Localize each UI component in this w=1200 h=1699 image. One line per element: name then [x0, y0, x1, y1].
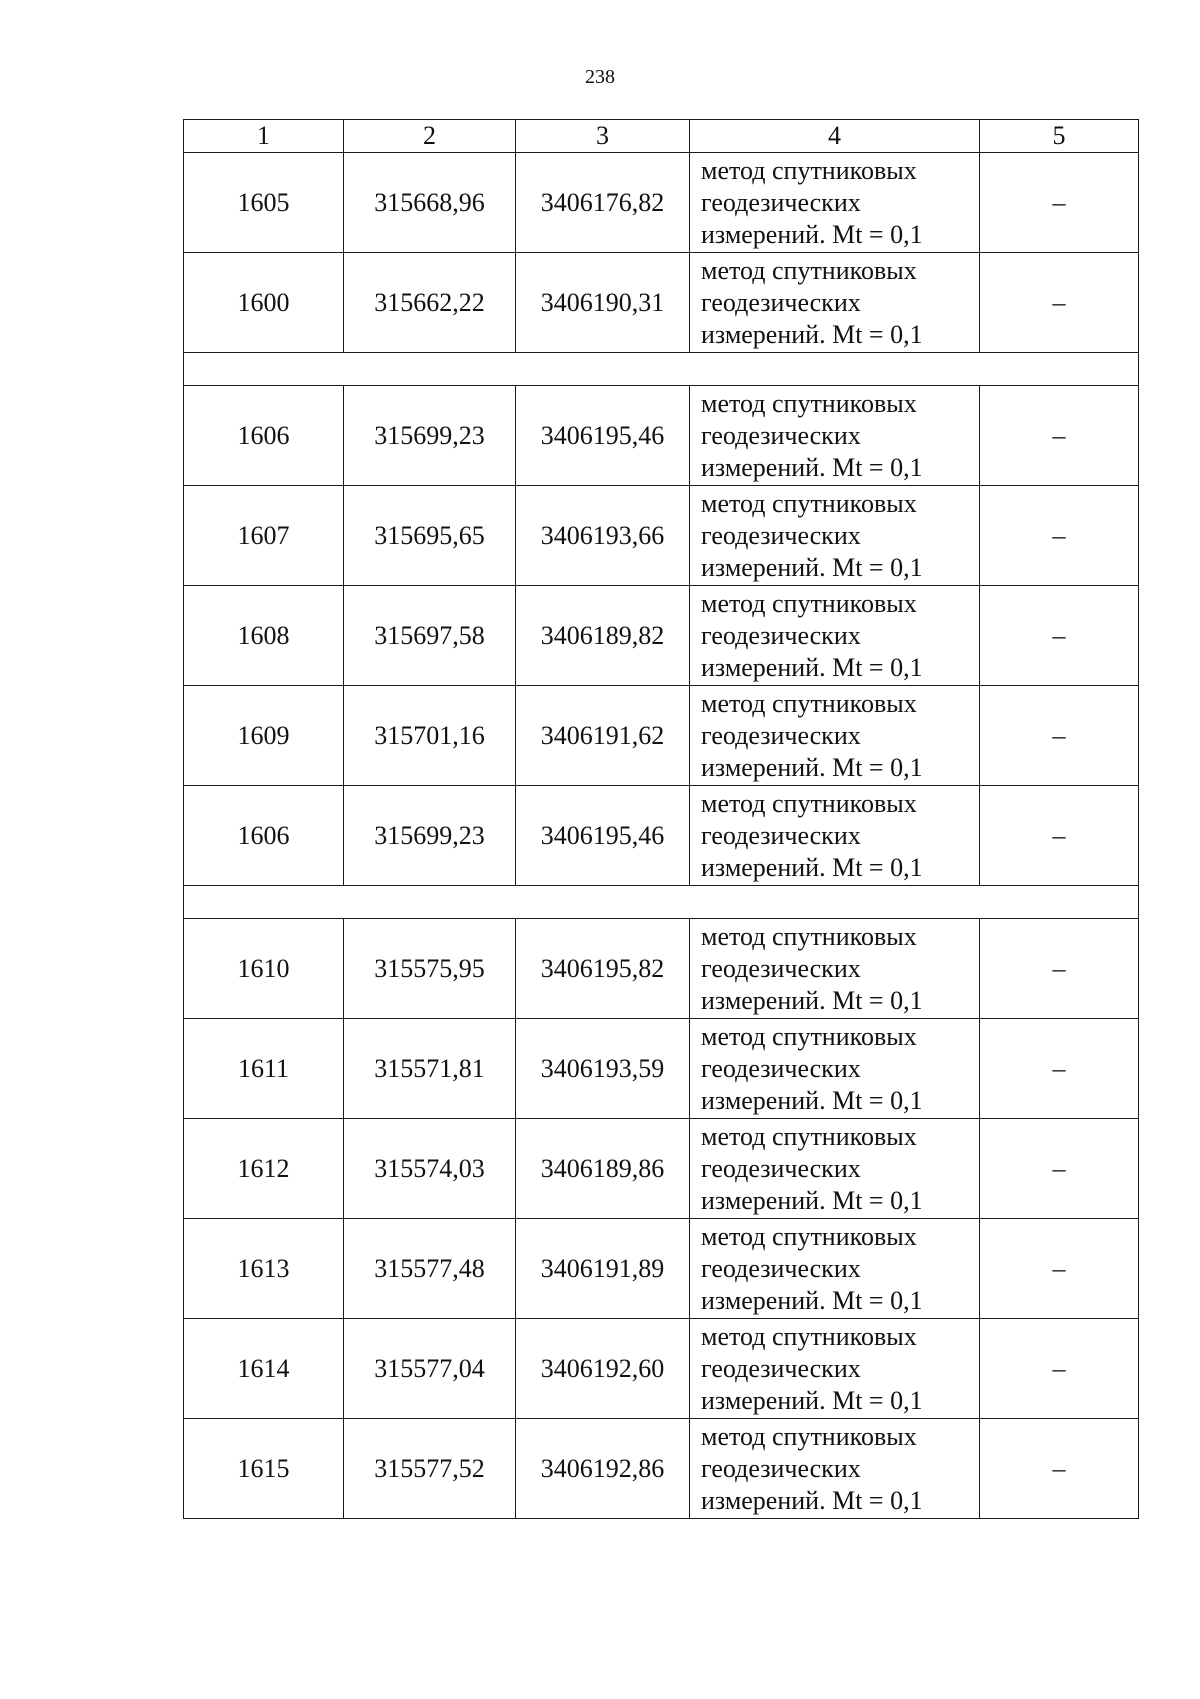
- method-line: измерений. Mt = 0,1: [701, 1285, 923, 1315]
- y-coordinate-cell: 3406195,82: [516, 919, 690, 1019]
- method-line: геодезических: [701, 1053, 861, 1083]
- description-cell: –: [980, 386, 1139, 486]
- y-coordinate-cell: 3406191,89: [516, 1219, 690, 1319]
- method-line: геодезических: [701, 620, 861, 650]
- method-line: измерений. Mt = 0,1: [701, 985, 923, 1015]
- method-line: геодезических: [701, 520, 861, 550]
- table-row: [184, 686, 1139, 786]
- y-coordinate-cell: 3406193,66: [516, 486, 690, 586]
- group-separator-row: [184, 886, 1139, 919]
- y-coordinate-cell: 3406195,46: [516, 386, 690, 486]
- x-coordinate-cell: 315571,81: [344, 1019, 516, 1119]
- method-line: геодезических: [701, 1253, 861, 1283]
- point-id-cell: 1606: [184, 386, 344, 486]
- method-cell: [690, 786, 980, 886]
- x-coordinate-cell: 315668,96: [344, 153, 516, 253]
- method-line: метод спутниковых: [701, 488, 917, 518]
- method-cell: [690, 386, 980, 486]
- y-coordinate-cell: 3406176,82: [516, 153, 690, 253]
- description-cell: –: [980, 1119, 1139, 1219]
- y-coordinate-cell: 3406192,60: [516, 1319, 690, 1419]
- x-coordinate-cell: 315575,95: [344, 919, 516, 1019]
- x-coordinate-cell: 315697,58: [344, 586, 516, 686]
- y-coordinate-cell: 3406189,82: [516, 586, 690, 686]
- point-id-cell: 1607: [184, 486, 344, 586]
- method-cell: [690, 153, 980, 253]
- table-row: [184, 1119, 1139, 1219]
- point-id-cell: 1610: [184, 919, 344, 1019]
- table-body: [184, 153, 1139, 1519]
- method-line: измерений. Mt = 0,1: [701, 1185, 923, 1215]
- method-line: метод спутниковых: [701, 255, 917, 285]
- description-cell: –: [980, 686, 1139, 786]
- method-line: геодезических: [701, 720, 861, 750]
- point-id-cell: 1606: [184, 786, 344, 886]
- table-row: [184, 1019, 1139, 1119]
- method-line: метод спутниковых: [701, 1321, 917, 1351]
- method-line: геодезических: [701, 1153, 861, 1183]
- y-coordinate-cell: 3406189,86: [516, 1119, 690, 1219]
- x-coordinate-cell: 315577,04: [344, 1319, 516, 1419]
- x-coordinate-cell: 315699,23: [344, 386, 516, 486]
- y-coordinate-cell: 3406195,46: [516, 786, 690, 886]
- description-cell: –: [980, 1419, 1139, 1519]
- method-line: метод спутниковых: [701, 155, 917, 185]
- method-line: измерений. Mt = 0,1: [701, 1385, 923, 1415]
- description-cell: –: [980, 253, 1139, 353]
- header-col-2: 2: [344, 120, 516, 153]
- method-line: метод спутниковых: [701, 1421, 917, 1451]
- point-id-cell: 1612: [184, 1119, 344, 1219]
- method-cell: [690, 1019, 980, 1119]
- method-line: метод спутниковых: [701, 788, 917, 818]
- header-col-1: 1: [184, 120, 344, 153]
- x-coordinate-cell: 315662,22: [344, 253, 516, 353]
- method-cell: [690, 1419, 980, 1519]
- method-line: метод спутниковых: [701, 1021, 917, 1051]
- y-coordinate-cell: 3406193,59: [516, 1019, 690, 1119]
- method-line: геодезических: [701, 287, 861, 317]
- point-id-cell: 1615: [184, 1419, 344, 1519]
- page-number: 238: [585, 66, 615, 88]
- description-cell: –: [980, 1219, 1139, 1319]
- table-row: [184, 386, 1139, 486]
- method-line: измерений. Mt = 0,1: [701, 452, 923, 482]
- y-coordinate-cell: 3406190,31: [516, 253, 690, 353]
- method-cell: [690, 1219, 980, 1319]
- method-cell: [690, 919, 980, 1019]
- method-cell: [690, 1319, 980, 1419]
- method-cell: [690, 1119, 980, 1219]
- method-line: метод спутниковых: [701, 588, 917, 618]
- x-coordinate-cell: 315577,52: [344, 1419, 516, 1519]
- table-row: [184, 586, 1139, 686]
- description-cell: –: [980, 586, 1139, 686]
- point-id-cell: 1609: [184, 686, 344, 786]
- method-line: геодезических: [701, 820, 861, 850]
- method-line: геодезических: [701, 1453, 861, 1483]
- header-col-3: 3: [516, 120, 690, 153]
- point-id-cell: 1611: [184, 1019, 344, 1119]
- x-coordinate-cell: 315577,48: [344, 1219, 516, 1319]
- description-cell: –: [980, 786, 1139, 886]
- method-line: метод спутниковых: [701, 688, 917, 718]
- table-row: [184, 253, 1139, 353]
- method-line: измерений. Mt = 0,1: [701, 319, 923, 349]
- description-cell: –: [980, 153, 1139, 253]
- group-separator-row: [184, 353, 1139, 386]
- table-row: [184, 1419, 1139, 1519]
- method-line: измерений. Mt = 0,1: [701, 852, 923, 882]
- description-cell: –: [980, 486, 1139, 586]
- method-line: измерений. Mt = 0,1: [701, 219, 923, 249]
- y-coordinate-cell: 3406192,86: [516, 1419, 690, 1519]
- y-coordinate-cell: 3406191,62: [516, 686, 690, 786]
- method-line: метод спутниковых: [701, 921, 917, 951]
- group-separator-cell: [184, 886, 1139, 919]
- method-line: метод спутниковых: [701, 388, 917, 418]
- table-row: [184, 786, 1139, 886]
- group-separator-cell: [184, 353, 1139, 386]
- x-coordinate-cell: 315695,65: [344, 486, 516, 586]
- method-line: геодезических: [701, 420, 861, 450]
- point-id-cell: 1600: [184, 253, 344, 353]
- description-cell: –: [980, 1319, 1139, 1419]
- header-row: [184, 120, 1139, 153]
- method-line: геодезических: [701, 187, 861, 217]
- x-coordinate-cell: 315699,23: [344, 786, 516, 886]
- table-row: [184, 919, 1139, 1019]
- method-line: метод спутниковых: [701, 1221, 917, 1251]
- method-line: метод спутниковых: [701, 1121, 917, 1151]
- point-id-cell: 1605: [184, 153, 344, 253]
- method-cell: [690, 253, 980, 353]
- method-line: измерений. Mt = 0,1: [701, 752, 923, 782]
- description-cell: –: [980, 919, 1139, 1019]
- point-id-cell: 1613: [184, 1219, 344, 1319]
- x-coordinate-cell: 315574,03: [344, 1119, 516, 1219]
- method-line: измерений. Mt = 0,1: [701, 1485, 923, 1515]
- method-line: измерений. Mt = 0,1: [701, 1085, 923, 1115]
- method-line: геодезических: [701, 953, 861, 983]
- header-col-5: 5: [980, 120, 1139, 153]
- description-cell: –: [980, 1019, 1139, 1119]
- table-row: [184, 486, 1139, 586]
- coordinates-table: [183, 119, 1139, 1519]
- header-col-4: 4: [690, 120, 980, 153]
- point-id-cell: 1608: [184, 586, 344, 686]
- table-row: [184, 1319, 1139, 1419]
- table-row: [184, 153, 1139, 253]
- method-line: геодезических: [701, 1353, 861, 1383]
- x-coordinate-cell: 315701,16: [344, 686, 516, 786]
- table-row: [184, 1219, 1139, 1319]
- method-cell: [690, 686, 980, 786]
- method-cell: [690, 486, 980, 586]
- method-line: измерений. Mt = 0,1: [701, 552, 923, 582]
- method-cell: [690, 586, 980, 686]
- method-line: измерений. Mt = 0,1: [701, 652, 923, 682]
- point-id-cell: 1614: [184, 1319, 344, 1419]
